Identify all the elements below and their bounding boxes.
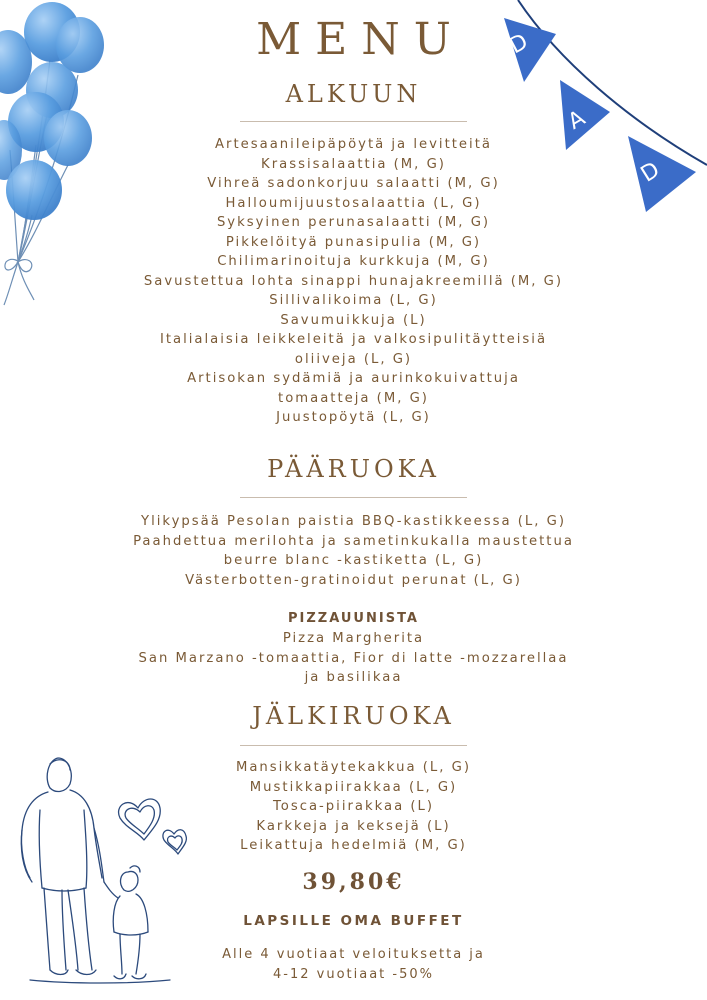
list-paaruoka xyxy=(0,512,707,590)
list-item: Mansikkatäytekakkua (L, G) xyxy=(235,760,472,775)
list-item: ja basilikaa xyxy=(304,670,403,685)
pizza-heading: PIZZAUUNISTA xyxy=(288,611,419,626)
list-pizza xyxy=(0,629,707,688)
list-item: Italialaisia leikkeleitä ja valkosipulitäytteisiä xyxy=(159,332,548,347)
list-item: Karkkeja ja keksejä (L) xyxy=(256,818,451,834)
list-item: Savustettua lohta sinappi hunajakreemillä (M, G) xyxy=(143,273,564,289)
list-item: Artisokan sydämiä ja aurinkokuivattuja xyxy=(187,371,520,386)
list-item: Krassisalaattia (M, G) xyxy=(261,156,446,172)
list-item: Ylikypsää Pesolan paistia BBQ-kastikkeessa (L, G) xyxy=(141,514,566,529)
kids-note-line: 4-12 vuotiaat -50% xyxy=(273,966,434,982)
bunting-letter-d1: D xyxy=(505,29,533,60)
section-title-alkuun: ALKUUN xyxy=(285,80,422,108)
list-item: Tosca-piirakkaa (L) xyxy=(272,799,435,814)
list-item: oliiveja (L, G) xyxy=(294,351,413,367)
list-item: Juustopöytä (L, G) xyxy=(276,410,431,425)
list-item: Sillivalikoima (L, G) xyxy=(269,293,438,308)
list-item: Chilimarinoituja kurkkuja (M, G) xyxy=(217,254,490,269)
list-item: Pizza Margherita xyxy=(282,631,425,646)
divider-jalkiruoka xyxy=(240,745,467,746)
kids-note-line: Alle 4 vuotiaat veloituksetta ja xyxy=(222,947,485,962)
list-item: Halloumijuustosalaattia (L, G) xyxy=(225,195,482,211)
bunting-letter-a: A xyxy=(563,105,590,135)
list-item: San Marzano -tomaattia, Fior di latte -mozzarellaa xyxy=(138,650,569,666)
list-item: Artesaanileipäpöytä ja levitteitä xyxy=(215,137,492,152)
list-item: Vihreä sadonkorjuu salaatti (M, G) xyxy=(207,176,500,191)
list-item: Paahdettua merilohta ja sametinkukalla maustettua xyxy=(133,533,574,549)
list-jalkiruoka xyxy=(0,758,707,856)
list-item: beurre blanc -kastiketta (L, G) xyxy=(223,553,484,568)
section-title-jalkiruoka: JÄLKIRUOKA xyxy=(252,702,455,730)
list-item: Syksyinen perunasalaatti (M, G) xyxy=(216,215,491,230)
menu-title: MENU xyxy=(256,14,465,65)
kids-heading: LAPSILLE OMA BUFFET xyxy=(243,913,464,929)
list-alkuun xyxy=(0,135,707,428)
price: 39,80€ xyxy=(302,869,405,895)
list-item: Mustikkapiirakkaa (L, G) xyxy=(249,779,458,795)
list-item: Savumuikkuja (L) xyxy=(280,312,427,328)
divider-paaruoka xyxy=(240,497,467,498)
bunting-letter-d2: D xyxy=(636,157,665,188)
divider-alkuun xyxy=(240,121,467,122)
section-title-paaruoka: PÄÄRUOKA xyxy=(267,455,440,483)
list-item: Pikkelöityä punasipulia (M, G) xyxy=(225,234,482,250)
list-item: tomaatteja (M, G) xyxy=(278,390,429,406)
list-item: Leikattuja hedelmiä (M, G) xyxy=(240,838,467,853)
list-item: Västerbotten-gratinoidut perunat (L, G) xyxy=(185,572,522,588)
kids-notes xyxy=(0,945,707,984)
